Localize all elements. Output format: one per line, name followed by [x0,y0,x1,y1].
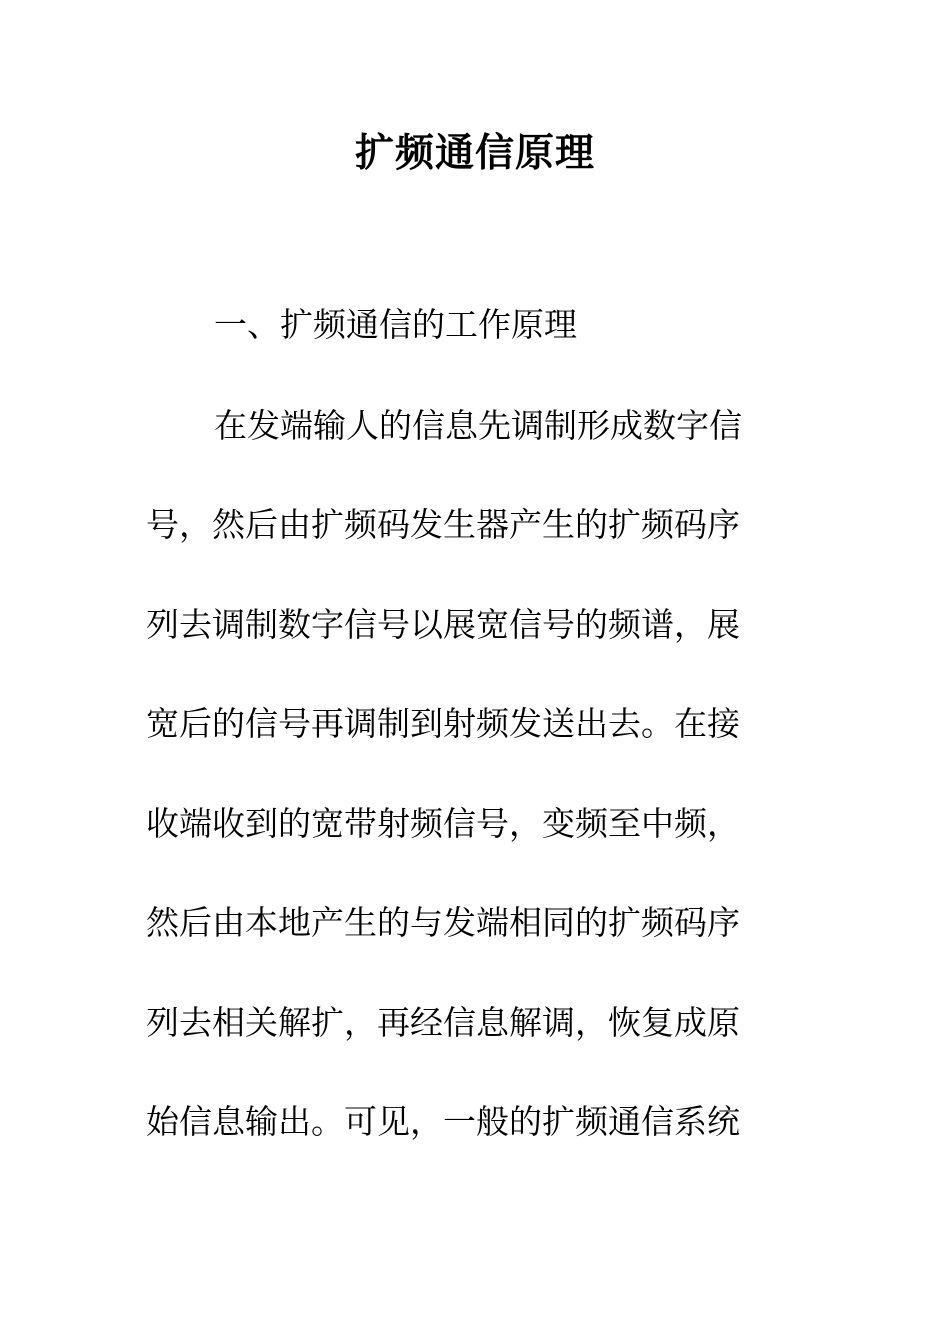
paragraph-line: 号，然后由扩频码发生器产生的扩频码序 [146,505,740,544]
paragraph-line: 然后由本地产生的与发端相同的扩频码序 [146,903,740,942]
document-title: 扩频通信原理 [354,130,595,176]
paragraph-line: 列去调制数字信号以展宽信号的频谱，展 [146,605,740,644]
paragraph-line: 收端收到的宽带射频信号，变频至中频， [146,804,740,843]
section-heading: 一、扩频通信的工作原理 [214,305,577,344]
paragraph-line: 始信息输出。可见，一般的扩频通信系统 [146,1102,740,1141]
paragraph-line: 列去相关解扩，再经信息解调，恢复成原 [146,1003,740,1042]
paragraph-line: 宽后的信号再调制到射频发送出去。在接 [146,704,740,743]
paragraph-line: 在发端输人的信息先调制形成数字信 [214,406,742,445]
